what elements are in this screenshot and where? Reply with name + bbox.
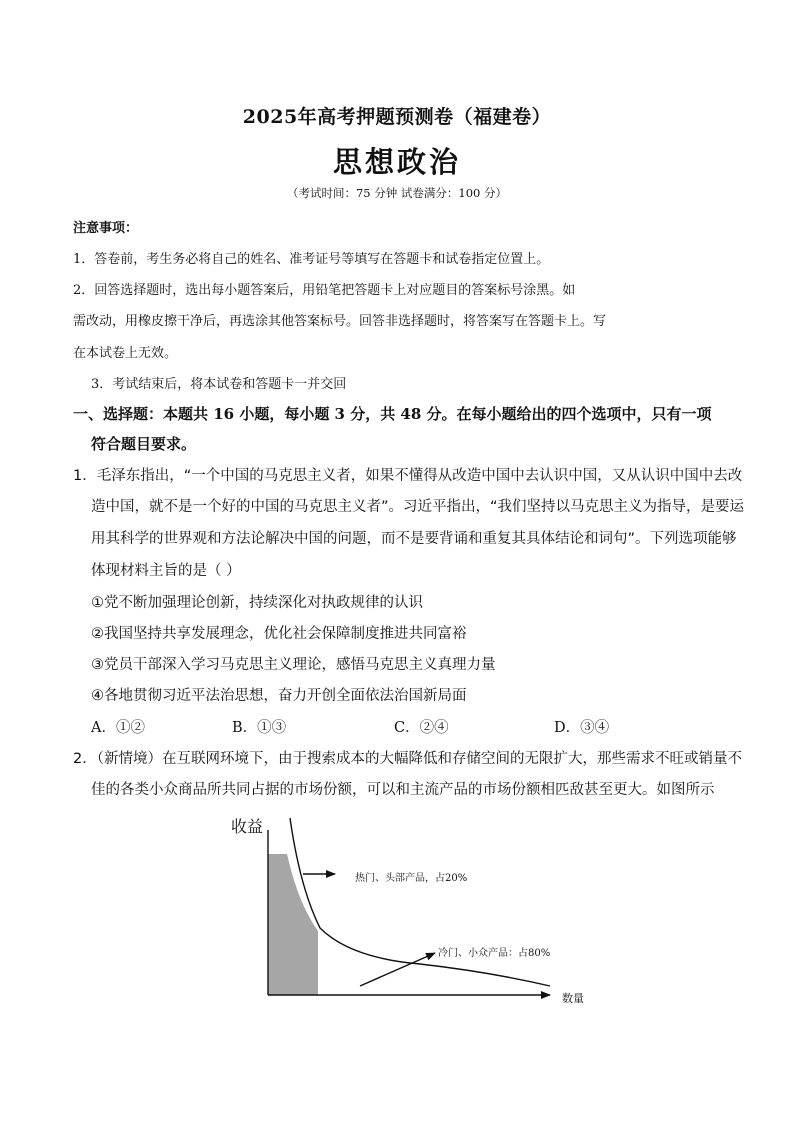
- notice-item: 1．答卷前，考生务必将自己的姓名、准考证号等填写在答题卡和试卷指定位置上。: [73, 252, 550, 267]
- option-c[interactable]: C．②④: [394, 720, 449, 736]
- question-2-line: 佳的各类小众商品所共同占据的市场份额，可以和主流产品的市场份额相匹敌甚至更大。如图所示: [91, 782, 715, 798]
- long-tail-curve: [290, 818, 550, 986]
- statement-item: ④各地贯彻习近平法治思想，奋力开创全面依法治国新局面: [91, 688, 467, 704]
- statement-item: ②我国坚持共享发展理念，优化社会保障制度推进共同富裕: [91, 626, 467, 642]
- statement-item: ①党不断加强理论创新，持续深化对执政规律的认识: [91, 595, 423, 611]
- long-tail-chart: [220, 808, 600, 1008]
- head-products-shaded-area: [268, 854, 318, 995]
- section-heading-cont: 符合题目要求。: [91, 435, 197, 453]
- tail-annotation-label: 冷门、小众产品：占80%: [438, 948, 551, 959]
- notice-item: 3．考试结束后，将本试卷和答题卡一并交回: [91, 377, 347, 392]
- head-annotation-label: 热门、头部产品，占20%: [355, 873, 468, 884]
- notice-item: 需改动，用橡皮擦干净后，再选涂其他答案标号。回答非选择题时，将答案写在答题卡上。写: [73, 314, 607, 329]
- y-axis-label: 收益: [231, 817, 264, 836]
- question-1-line: 体现材料主旨的是（ ）: [91, 563, 241, 579]
- notice-item: 2．回答选择题时，选出每小题答案后，用铅笔把答题卡上对应题目的答案标号涂黑。如: [73, 283, 576, 298]
- question-2-line: 2．（新情境）在互联网环境下，由于搜索成本的大幅降低和存储空间的无限扩大，那些需求不旺或销量不: [73, 751, 742, 767]
- notice-item: 在本试卷上无效。: [73, 346, 178, 361]
- question-1-line: 1．毛泽东指出，“一个中国的马克思主义者，如果不懂得从改造中国中去认识中国，又从认识中国中去改: [73, 468, 743, 484]
- exam-info: （考试时间：75 分钟 试卷满分：100 分）: [286, 186, 508, 200]
- statement-item: ③党员干部深入学习马克思主义理论，感悟马克思主义真理力量: [91, 657, 496, 673]
- section-heading: 一、选择题：本题共 16 小题，每小题 3 分，共 48 分。在每小题给出的四个选项中，只有一项: [73, 405, 712, 423]
- question-1-line: 造中国，就不是一个好的中国的马克思主义者”。习近平指出，“我们坚持以马克思主义为指导，是要运: [91, 499, 745, 515]
- option-b[interactable]: B．①③: [232, 720, 287, 736]
- x-axis-label: 数量: [562, 992, 584, 1005]
- question-1-line: 用其科学的世界观和方法论解决中国的问题，而不是要背诵和重复其具体结论和词句”。下列选项能够: [91, 531, 737, 547]
- tail-annotation-arrow: [360, 953, 435, 986]
- subject-title: 思想政治: [332, 145, 461, 179]
- notice-heading: 注意事项：: [73, 221, 139, 236]
- option-a[interactable]: A．①②: [91, 720, 145, 736]
- option-d[interactable]: D．③④: [554, 720, 610, 736]
- exam-title: 2025年高考押题预测卷（福建卷）: [242, 106, 552, 128]
